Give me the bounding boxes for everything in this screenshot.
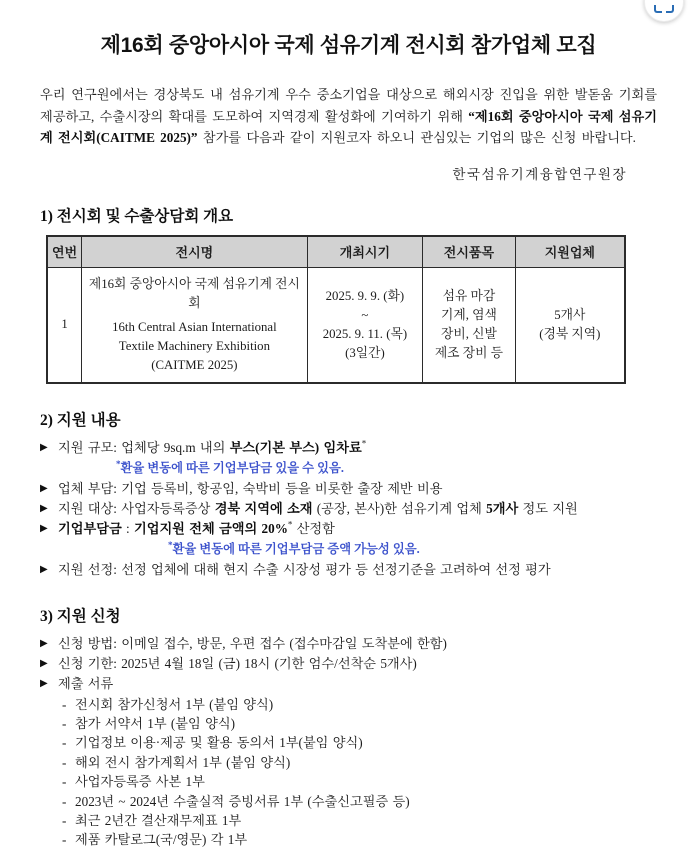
date-line: (3일간): [345, 345, 385, 360]
doc-text: 최근 2년간 결산재무제표 1부: [75, 812, 242, 828]
bullet-text-bold: 기업부담금: [58, 520, 122, 536]
footnote-exchange-rate-1: [40, 459, 657, 477]
bullet-text: 신청 방법: 이메일 접수, 방문, 우편 접수 (접수마감일 도착분에 한함): [58, 635, 447, 651]
footnote-text: 환율 변동에 따른 기업부담금 있을 수 있음.: [120, 460, 344, 475]
support-line: 5개사: [554, 307, 586, 322]
cell-items: [423, 267, 515, 383]
bullet-text-part: 지원 대상: 사업자등록증상: [58, 500, 215, 516]
asterisk-mark: *: [116, 458, 121, 469]
bullet-company-burden: [40, 479, 657, 499]
dash-icon: -: [62, 696, 67, 712]
bullet-icon: ▶: [40, 522, 48, 534]
bullet-text-bold: 5개사: [486, 500, 519, 516]
bullet-icon: ▶: [40, 657, 48, 669]
doc-text: 참가 서약서 1부 (붙임 양식): [75, 715, 235, 731]
bullet-icon: ▶: [40, 441, 48, 453]
bullet-icon: ▶: [40, 482, 48, 494]
doc-text: 2023년 ~ 2024년 수출실적 증빙서류 1부 (수출신고필증 등): [75, 793, 410, 809]
dash-icon: -: [62, 754, 67, 770]
bullet-text-part: :: [121, 520, 134, 536]
date-line: 2025. 9. 9. (화): [325, 288, 405, 303]
bullet-required-documents: [40, 674, 657, 694]
dash-icon: -: [62, 793, 67, 809]
intro-text: 우리 연구원에서는 경상북도 내 섬유기계 우수 중소기업을 대상으로 해외시장 진입을 위한 발돋움 기회를 제공하고, 수출시장의 확대를 도모하여 지역경제 활성화에 기여하기 위해: [40, 87, 657, 124]
bullet-text: [58, 499, 578, 519]
items-line: 제조 장비 등: [434, 345, 504, 360]
bullet-text: 업체 부담: 기업 등록비, 항공임, 숙박비 등을 비롯한 출장 제반 비용: [58, 480, 443, 496]
support-line: (경북 지역): [539, 326, 601, 341]
table-row: [47, 267, 625, 383]
dash-icon: -: [62, 832, 67, 848]
bullet-icon: ▶: [40, 563, 48, 575]
exhibition-name-en: [84, 318, 304, 375]
column-header-no: 연번: [47, 236, 82, 268]
bullet-support-target: [40, 499, 657, 519]
doc-text: 제품 카탈로그(국/영문) 각 1부: [75, 832, 248, 848]
bullet-application-method: [40, 634, 657, 654]
bullet-text-part: 정도 지원: [518, 500, 578, 516]
exhibition-name-ko: 제16회 중앙아시아 국제 섬유기계 전시회: [88, 276, 300, 310]
bullet-text-bold: 경북 지역에 소재: [214, 500, 313, 516]
fullscreen-icon: [654, 5, 662, 13]
column-header-exhibition-name: 전시명: [82, 236, 307, 268]
dash-icon: -: [62, 715, 67, 731]
bullet-selection: [40, 560, 657, 580]
bullet-text-part: 지원 규모: 업체당 9sq.m 내의: [58, 439, 230, 455]
bullet-application-deadline: [40, 654, 657, 674]
footnote-text: 환율 변동에 따른 기업부담금 증액 가능성 있음.: [172, 541, 420, 556]
doc-text: 사업자등록증 사본 1부: [75, 774, 205, 790]
bullet-text-part: 산정함: [292, 520, 335, 536]
bullet-text: [58, 519, 335, 539]
column-header-date: 개최시기: [307, 236, 423, 268]
dash-icon: -: [62, 812, 67, 828]
bullet-text: 제출 서류: [58, 675, 114, 691]
exhibition-overview-table: [46, 235, 626, 384]
section-2-list: [40, 438, 657, 580]
list-item: [40, 733, 657, 752]
section-1-heading: 1) 전시회 및 수출상담회 개요: [40, 207, 234, 225]
bullet-support-scale: [40, 438, 657, 458]
bullet-icon: ▶: [40, 502, 48, 514]
bullet-text: [58, 438, 366, 458]
cell-supported-companies: [515, 267, 625, 383]
list-item: [40, 830, 657, 849]
bullet-company-contribution: [40, 519, 657, 539]
doc-text: 전시회 참가신청서 1부 (붙임 양식): [75, 696, 274, 712]
asterisk-mark: *: [287, 519, 293, 530]
cell-no: 1: [47, 267, 82, 383]
bullet-text-part: (공장, 본사)한 섬유기계 업체: [312, 500, 487, 516]
bullet-text-bold: 기업지원 전체 금액의 20%: [133, 520, 288, 536]
fullscreen-icon: [666, 5, 674, 13]
bullet-icon: ▶: [40, 637, 48, 649]
section-3-heading: 3) 지원 신청: [40, 607, 121, 625]
cell-date: [307, 267, 423, 383]
list-item: [40, 714, 657, 733]
intro-text: 참가를 다음과 같이 지원코자 하오니 관심있는 기업의 많은 신청 바랍니다.: [197, 130, 636, 145]
doc-text: 해외 전시 참가계획서 1부 (붙임 양식): [75, 754, 291, 770]
intro-exhibition-name: “제16회 중앙아시아 국제 섬유기계 전시회(CAITME 2025)”: [40, 108, 658, 145]
documents-list: [40, 695, 657, 850]
list-item: [40, 811, 657, 830]
items-line: 장비, 신발: [440, 326, 497, 341]
signature-line: 한국섬유기계융합연구원장: [452, 166, 627, 182]
exhibition-name-en-line: Textile Machinery Exhibition: [118, 338, 270, 353]
doc-text: 기업정보 이용·제공 및 활용 동의서 1부(붙임 양식): [75, 735, 363, 751]
bullet-icon: ▶: [40, 677, 48, 689]
asterisk-mark: *: [168, 539, 173, 550]
bullet-text-bold: 부스(기본 부스) 임차료: [229, 439, 362, 455]
dash-icon: -: [62, 735, 67, 751]
items-line: 기계, 염색: [440, 307, 497, 322]
list-item: [40, 772, 657, 791]
section-2-heading: 2) 지원 내용: [40, 411, 121, 429]
items-line: 섬유 마감: [442, 288, 496, 303]
cell-exhibition-name: [82, 267, 307, 383]
intro-paragraph: [40, 84, 657, 149]
date-line: ~: [361, 307, 369, 322]
date-line: 2025. 9. 11. (목): [322, 326, 408, 341]
list-item: [40, 792, 657, 811]
bullet-text: 신청 기한: 2025년 4월 18일 (금) 18시 (기한 엄수/선착순 5개사): [58, 655, 417, 671]
page-title: 제16회 중앙아시아 국제 섬유기계 전시회 참가업체 모집: [100, 34, 597, 57]
footnote-exchange-rate-2: [40, 540, 657, 558]
column-header-supported-companies: 지원업체: [515, 236, 625, 268]
asterisk-mark: *: [361, 438, 367, 449]
dash-icon: -: [62, 774, 67, 790]
column-header-items: 전시품목: [423, 236, 515, 268]
bullet-text: 지원 선정: 선정 업체에 대해 현지 수출 시장성 평가 등 선정기준을 고려하여 선정 평가: [58, 561, 551, 577]
list-item: [40, 695, 657, 714]
list-item: [40, 753, 657, 772]
section-3-list: [40, 634, 657, 850]
table-header-row: [47, 236, 625, 268]
exhibition-name-en-line: (CAITME 2025): [151, 357, 238, 372]
exhibition-name-en-line: 16th Central Asian International: [112, 319, 277, 334]
